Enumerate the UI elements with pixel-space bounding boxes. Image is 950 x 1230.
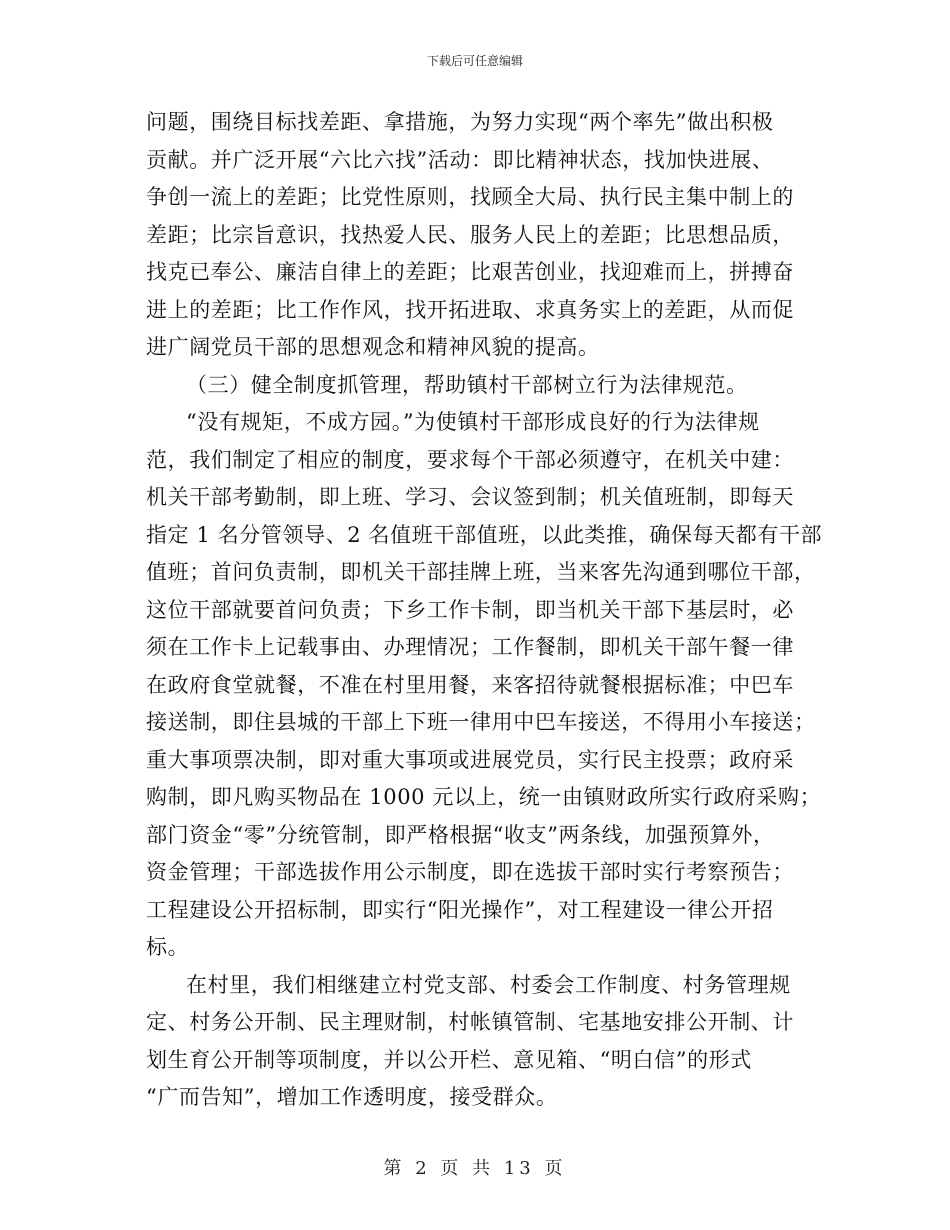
text-line: 在政府食堂就餐，不准在村里用餐，来客招待就餐根据标准；中巴车 <box>146 672 794 697</box>
text-line: 定、村务公开制、民主理财制，村帐镇管制、宅基地安排公开制、计 <box>146 1010 794 1034</box>
section-heading: （三）健全制度抓管理，帮助镇村干部树立行为法律规范。 <box>186 372 748 397</box>
text-line: 争创一流上的差距；比党性原则，找顾全大局、执行民主集中制上的 <box>146 185 794 209</box>
text-line: 范，我们制定了相应的制度，要求每个干部必须遵守，在机关中建： <box>146 447 794 472</box>
text-line: 机关干部考勤制，即上班、学习、会议签到制；机关值班制，即每天 <box>146 485 794 509</box>
text-line: 差距；比宗旨意识，找热爱人民、服务人民上的差距；比思想品质， <box>146 222 794 247</box>
text-line: 值班；首问负责制，即机关干部挂牌上班，当来客先沟通到哪位干部， <box>146 560 816 584</box>
text-line: 购制，即凡购买物品在 1000 元以上，统一由镇财政所实行政府采购； <box>146 785 822 809</box>
text-line: 找克已奉公、廉洁自律上的差距；比艰苦创业，找迎难而上，拼搏奋 <box>146 260 794 284</box>
text-line: 接送制，即住县城的干部上下班一律用中巴车接送，不得用小车接送； <box>146 710 816 734</box>
text-line: 标。 <box>146 935 190 959</box>
text-line: 重大事项票决制，即对重大事项或进展党员，实行民主投票；政府采 <box>146 747 794 772</box>
body-text <box>146 104 823 1117</box>
text-line: 须在工作卡上记载事由、办理情况；工作餐制，即机关干部午餐一律 <box>146 635 794 659</box>
text-line: 划生育公开制等项制度，并以公开栏、意见箱、“明白信”的形式 <box>146 1047 752 1072</box>
text-line: 贡献。并广泛开展“六比六找”活动：即比精神状态，找加快进展、 <box>146 147 774 172</box>
text-line: 指定 1 名分管领导、2 名值班干部值班，以此类推，确保每天都有干部 <box>146 522 823 547</box>
text-line: 部门资金“零”分统管制，即严格根据“收支”两条线，加强预算外， <box>146 822 775 847</box>
text-line: 问题，围绕目标找差距、拿措施，为努力实现“两个率先”做出积极 <box>146 110 774 134</box>
text-line: 进上的差距；比工作作风，找开拓进取、求真务实上的差距，从而促 <box>146 297 794 322</box>
text-line: 资金管理；干部选拔作用公示制度，即在选拔干部时实行考察预告； <box>146 860 794 884</box>
text-line: “没有规矩，不成方园。”为使镇村干部形成良好的行为法律规 <box>186 410 760 434</box>
text-line: 这位干部就要首问负责；下乡工作卡制，即当机关干部下基层时，必 <box>146 597 794 622</box>
page-footer: 第 2 页 共 13 页 <box>383 1158 567 1179</box>
text-line: 在村里，我们相继建立村党支部、村委会工作制度、村务管理规 <box>186 972 791 997</box>
page-header: 下载后可任意编辑 <box>426 54 523 68</box>
text-line: “广而告知”，增加工作透明度，接受群众。 <box>146 1085 558 1109</box>
text-line: 工程建设公开招标制，即实行“阳光操作”，对工程建设一律公开招 <box>146 897 774 922</box>
text-line: 进广阔党员干部的思想观念和精神风貌的提高。 <box>146 335 600 359</box>
